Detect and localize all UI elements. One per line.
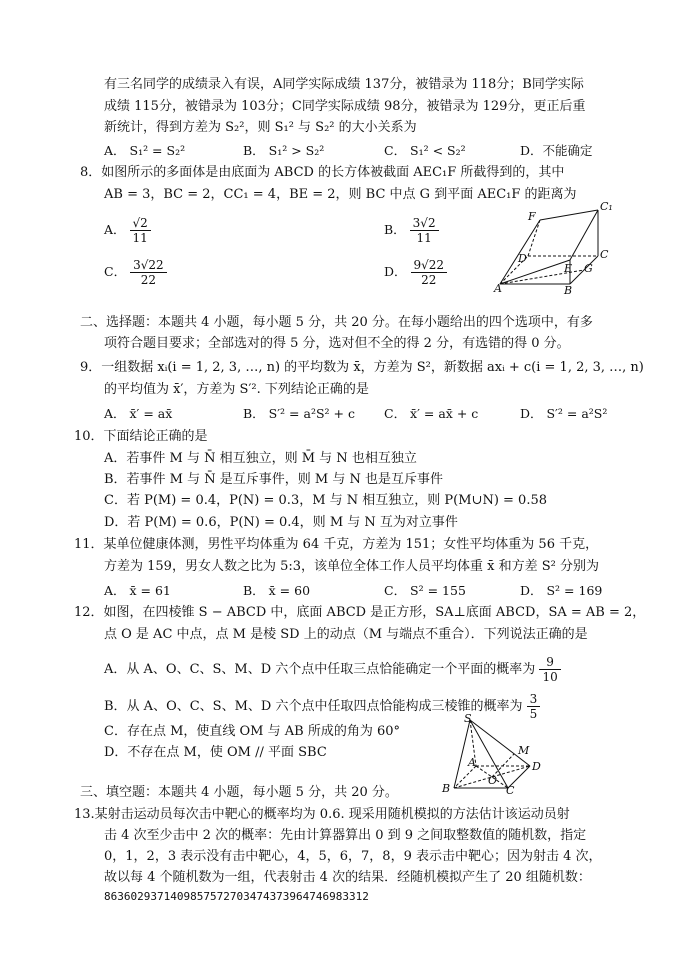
q7-option-a: A． S₁² = S₂² [104, 143, 186, 158]
q9-option-a: A． x̄′ = ax̄ [104, 406, 173, 421]
edge-sb [454, 720, 470, 788]
q7-option-b: B． S₁² > S₂² [243, 143, 325, 158]
q8-line-1: 8．如图所示的多面体是由底面为 ABCD 的长方体被截面 AEC₁F 所截得到的，其中 [80, 165, 565, 180]
q13-line-1: 13.某射击运动员每次击中靶心的概率均为 0.6. 现采用随机模拟的方法估计该运动员射 [74, 807, 570, 822]
edge-ae [500, 260, 573, 284]
q11-option-a: A． x̄ = 61 [104, 583, 171, 598]
edge-c1e [570, 210, 598, 260]
fig12-label-c: C [506, 784, 515, 794]
q11-option-d: D． S² = 169 [520, 583, 603, 598]
q8-option-d-label: D． [384, 264, 407, 279]
q8-polyhedron-figure [490, 198, 620, 294]
section-2-header-line-2: 项符合题目要求；全部选对的得 5 分，选对但不全的得 2 分，有选错的得 0 分。 [104, 336, 570, 351]
fig8-label-c: C [600, 248, 609, 261]
fig12-label-b: B [442, 782, 451, 794]
fig12-label-s: S [464, 714, 472, 725]
q8-option-a-label: A． [104, 222, 126, 237]
q11-option-c: C． S² = 155 [384, 583, 466, 598]
fig8-label-d: D [518, 252, 527, 265]
q7-line-2: 成绩 115分，被错录为 103分；C同学实际成绩 98分，被错录为 129分，更正后重 [104, 99, 586, 114]
q11-option-b: B． x̄ = 60 [243, 583, 311, 598]
q12-pyramid-figure [436, 714, 546, 794]
q7-line-1: 有三名同学的成绩录入有误，A同学实际成绩 137分，被错录为 118分；B同学实际 [104, 77, 584, 92]
q8-option-c [104, 258, 167, 287]
q11-line-2: 方差为 159，男女人数之比为 5:3，该单位全体工作人员平均体重 x̄ 和方差 S² 分别为 [104, 559, 599, 574]
edge-fc1 [540, 210, 598, 220]
fig8-label-c1: C₁ [600, 200, 613, 213]
q8-option-c-fraction: $\frac{3√22}{22}$ [130, 258, 167, 287]
q10-stem: 10．下面结论正确的是 [74, 429, 208, 444]
q10-option-c: C．若 P(M) = 0.4，P(N) = 0.3，M 与 N 相互独立，则 P(M∪N) = 0.58 [104, 493, 547, 508]
q10-option-d: D．若 P(M) = 0.6，P(N) = 0.4，则 M 与 N 互为对立事件 [104, 515, 458, 530]
fig8-label-g: G [584, 262, 593, 275]
q12-option-a-fraction: $\frac{9}{10}$ [539, 655, 560, 684]
q12-option-b-text: B．从 A、O、C、S、M、D 六个点中任取四点恰能构成三棱锥的概率为 [104, 699, 523, 714]
q8-option-a-fraction: $\frac{√2}{11}$ [130, 216, 151, 245]
fig8-label-e: E [564, 262, 573, 275]
q11-line-1: 11．某单位健康体测，男性平均体重为 64 千克，方差为 151；女性平均体重为 56 千克， [74, 537, 599, 552]
q10-option-a: A．若事件 M 与 N̄ 相互独立，则 M̄ 与 N 也相互独立 [104, 451, 417, 466]
q9-option-d: D． S′² = a²S² [520, 406, 608, 421]
q12-option-a [104, 655, 561, 684]
q8-option-b-label: B． [384, 222, 406, 237]
q13-line-4: 故以每 4 个随机数为一组，代表射击 4 次的结果．经随机模拟产生了 20 组随机数： [104, 870, 591, 885]
q13-line-2: 击 4 次至少击中 2 次的概率：先由计算器算出 0 到 9 之间取整数值的随机数，指定 [104, 828, 587, 843]
fig12-label-o: O [488, 774, 498, 787]
q8-option-a [104, 216, 151, 245]
fig12-label-m: M [518, 744, 530, 757]
q9-line-1: 9．一组数据 xᵢ(i = 1, 2, 3, …, n) 的平均数为 x̄，方差为 S²，新数据 axᵢ + c(i = 1, 2, 3, …, n) [80, 360, 644, 375]
fig8-label-f: F [528, 210, 536, 223]
q13-random-numbers: 8636029371409857572703474373964746983312 [104, 890, 369, 903]
q13-line-3: 0，1，2，3 表示没有击中靶心，4，5，6，7，8，9 表示击中靶心；因为射击 4 次， [104, 849, 602, 864]
fig8-label-a: A [494, 282, 502, 294]
edge-sd [470, 720, 530, 766]
q12-option-c: C．存在点 M，使直线 OM 与 AB 所成的角为 60° [104, 724, 401, 739]
q7-option-c: C． S₁² < S₂² [384, 143, 466, 158]
q12-line-2: 点 O 是 AC 中点，点 M 是棱 SD 上的动点（M 与端点不重合）．下列说法正确的是 [104, 627, 588, 642]
section-2-header-line-1: 二、选择题：本题共 4 小题，每小题 5 分，共 20 分。在每小题给出的四个选项中，有多 [80, 315, 593, 330]
q7-line-3: 新统计，得到方差为 S₂²，则 S₁² 与 S₂² 的大小关系为 [104, 120, 417, 135]
q8-option-b-fraction: $\frac{3√2}{11}$ [410, 216, 439, 245]
q8-option-b [384, 216, 439, 245]
q7-option-d: D．不能确定 [520, 143, 593, 158]
q9-option-c: C． x̄′ = ax̄ + c [384, 406, 479, 421]
q9-option-b: B． S′² = a²S² + c [243, 406, 355, 421]
fig12-label-d: D [532, 760, 541, 773]
q8-option-c-label: C． [104, 264, 127, 279]
q12-line-1: 12．如图，在四棱锥 S − ABCD 中，底面 ABCD 是正方形，SA⊥底面 ABCD，SA = AB = 2， [74, 605, 646, 620]
q8-line-2: AB = 3，BC = 2，CC₁ = 4，BE = 2，则 BC 中点 G 到平面 AEC₁F 的距离为 [104, 187, 577, 202]
section-3-header: 三、填空题：本题共 4 小题，每小题 5 分，共 20 分。 [80, 785, 398, 800]
q8-option-d [384, 258, 447, 287]
q12-option-d: D．不存在点 M，使 OM // 平面 SBC [104, 745, 327, 760]
fig8-label-b: B [564, 284, 573, 294]
q12-option-b-fraction: $\frac{3}{5}$ [527, 692, 541, 721]
q9-line-2: 的平均值为 x̄′，方差为 S′². 下列结论正确的是 [104, 382, 369, 397]
q10-option-b: B．若事件 M 与 N̄ 是互斥事件，则 M 与 N 也是互斥事件 [104, 472, 443, 487]
fig12-label-a: A [468, 756, 476, 769]
edge-df-hidden [528, 220, 540, 256]
q12-option-a-text: A．从 A、O、C、S、M、D 六个点中任取三点恰能确定一个平面的概率为 [104, 662, 536, 677]
q8-option-d-fraction: $\frac{9√22}{22}$ [411, 258, 448, 287]
